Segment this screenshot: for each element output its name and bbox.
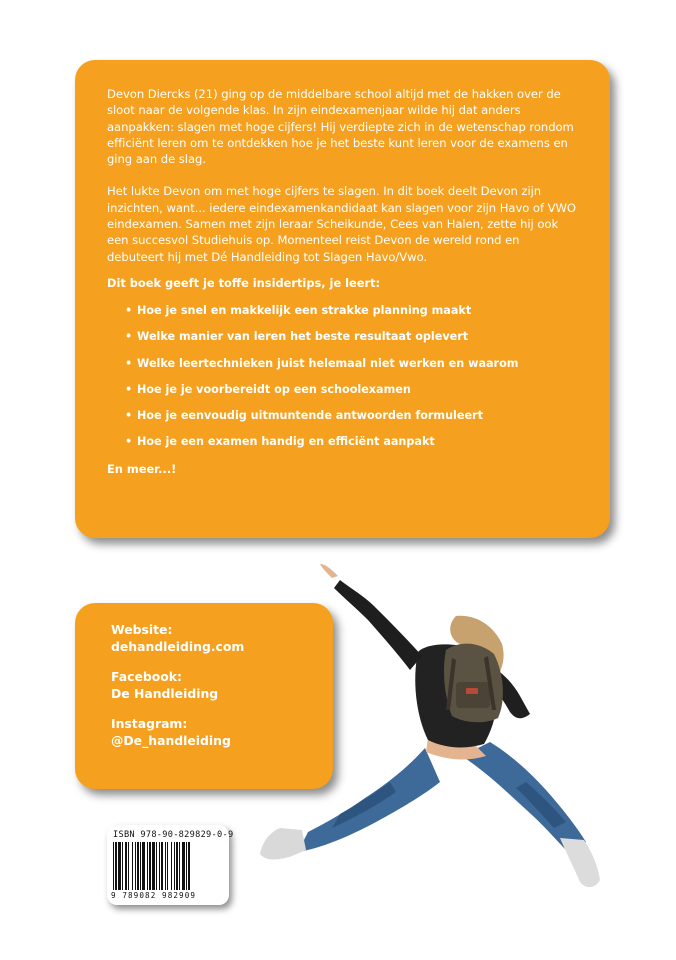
description-panel — [75, 60, 610, 538]
barcode-bar — [147, 842, 148, 890]
barcode-bar — [125, 842, 127, 890]
barcode-bar — [135, 842, 136, 890]
facebook-link[interactable]: De Handleiding — [111, 685, 219, 701]
tip-text: Hoe je je voorbereidt op een schoolexamen — [137, 382, 411, 396]
backpack-pocket — [456, 682, 490, 708]
backpack-patch — [466, 688, 478, 694]
tip-text: Hoe je een examen handig en efficiënt aanpakt — [137, 435, 435, 449]
barcode-bar — [176, 842, 178, 890]
tip-text: Welke manier van leren het beste resultaat oplevert — [137, 330, 469, 344]
barcode-bar — [182, 842, 185, 890]
instagram-link[interactable]: @De_handleiding — [111, 732, 231, 748]
barcode-label — [107, 825, 234, 905]
left-shoe — [260, 828, 306, 860]
barcode-bar — [159, 842, 160, 890]
barcode-bar — [179, 842, 180, 890]
tips-list — [125, 304, 576, 449]
outro-text: En meer...! — [107, 461, 177, 476]
raised-arm — [334, 580, 422, 670]
list-item — [125, 435, 576, 449]
barcode-bar — [174, 842, 175, 890]
barcode-icon — [113, 842, 223, 890]
intro-paragraph-2: Het lukte Devon om met hoge cijfers te slagen. In dit boek deelt Devon zijn inzichten, want... iedere eindexamenkandidaat kan slagen voor zijn Havo of VWO eindexamen. Samen met zijn leraar Scheikunde, Cees van Halen, zette hij ook een succesvol Studiehuis op. Momenteel reist Devon de wereld rond en debuteert hij met Dé Handleiding tot Slagen Havo/Vwo. — [107, 184, 577, 264]
barcode-bar — [113, 842, 114, 890]
barcode-bar — [167, 842, 168, 890]
barcode-bar — [156, 842, 157, 890]
barcode-bar — [137, 842, 139, 890]
website-label: Website: — [111, 622, 173, 637]
tip-text: Hoe je eenvoudig uitmuntende antwoorden formuleert — [137, 409, 483, 423]
list-item — [125, 383, 576, 397]
facebook-label: Facebook: — [111, 669, 182, 685]
list-item — [125, 357, 576, 371]
barcode-bar — [165, 842, 166, 890]
intro-text — [107, 86, 576, 265]
barcode-bar — [142, 842, 145, 890]
hand — [320, 564, 338, 578]
tips-heading: Dit boek geeft je toffe insidertips, je leert: — [107, 275, 381, 290]
bullet: • — [125, 303, 133, 317]
barcode-bar — [171, 842, 172, 890]
list-item — [125, 409, 576, 423]
bullet: • — [125, 382, 133, 396]
intro-paragraph-1: Devon Diercks (21) ging op de middelbare school altijd met de hakken over de sloot naar de volgende klas. In zijn eindexamenjaar wilde hij dat anders aanpakken: slagen met hoge cijfers! Hij verdiepte zich in de wetenschap rondom efficiënt leren om te ontdekken hoe je het beste kunt leren voor de examens en ging aan de slag. — [107, 87, 574, 167]
barcode-bar — [140, 842, 141, 890]
jumping-student-image — [240, 560, 660, 950]
barcode-bar — [122, 842, 123, 890]
isbn-number: ISBN 978-90-829829-0-9 — [113, 830, 234, 840]
barcode-bar — [188, 842, 190, 890]
barcode-bar — [132, 842, 133, 890]
barcode-bar — [118, 842, 121, 890]
instagram-label: Instagram: — [111, 716, 188, 732]
barcode-bar — [152, 842, 155, 890]
website-link[interactable]: dehandleiding.com — [111, 638, 245, 654]
barcode-bar — [186, 842, 187, 890]
bullet: • — [125, 356, 133, 370]
bullet: • — [125, 330, 133, 344]
barcode-bar — [161, 842, 163, 890]
right-shoe — [560, 838, 600, 887]
barcode-bar — [149, 842, 151, 890]
barcode-bar — [115, 842, 117, 890]
list-item — [125, 330, 576, 344]
jeans — [298, 742, 586, 852]
bullet: • — [125, 409, 133, 423]
list-item — [125, 304, 576, 318]
tip-text: Hoe je snel en makkelijk een strakke planning maakt — [137, 303, 472, 317]
barcode-digits: 9 789082 982909 — [111, 891, 197, 900]
bullet: • — [125, 435, 133, 449]
tip-text: Welke leertechnieken juist helemaal niet werken en waarom — [137, 356, 519, 370]
barcode-bar — [128, 842, 129, 890]
